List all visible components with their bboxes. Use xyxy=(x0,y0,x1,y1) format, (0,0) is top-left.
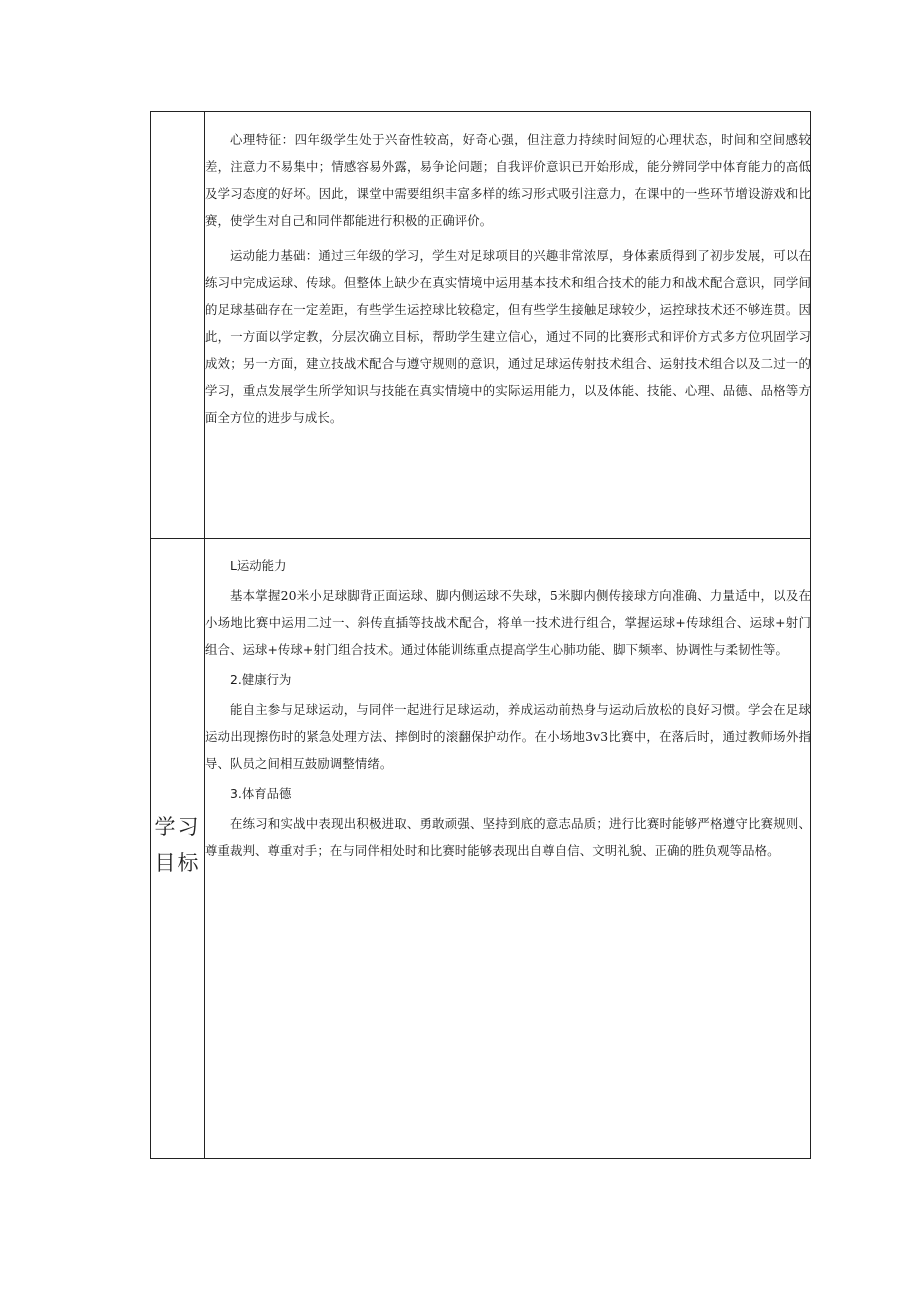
learning-goals-label xyxy=(151,809,204,881)
goal-heading-3: 3.体育品德 xyxy=(230,786,292,801)
document-table xyxy=(150,111,811,1159)
goal-paragraph-3: 在练习和实战中表现出积极进取、勇敢顽强、坚持到底的意志品质；进行比赛时能够严格遵守比赛规则、尊重裁判、尊重对手；在与同伴相处时和比赛时能够表现出自尊自信、文明礼貌、正确的胜负观等品格。 xyxy=(205,816,811,858)
goal-heading-2: 2.健康行为 xyxy=(230,672,292,687)
goal-paragraph-2: 能自主参与足球运动，与同伴一起进行足球运动，养成运动前热身与运动后放松的良好习惯。学会在足球运动出现擦伤时的紧急处理方法、摔倒时的滚翻保护动作。在小场地3v3比赛中，在落后时，通过教师场外指导、队员之间相互鼓励调整情绪。 xyxy=(205,702,811,771)
row-divider xyxy=(151,538,810,539)
student-analysis-cell xyxy=(205,126,810,536)
goal-heading-1: L运动能力 xyxy=(230,558,287,573)
goal-paragraph-1: 基本掌握20米小足球脚背正面运球、脚内侧运球不失球，5米脚内侧传接球方向准确、力量适中，以及在小场地比赛中运用二过一、斜传直插等技战术配合，将单一技术进行组合，掌握运球+传球组合、运球+射门组合、运球+传球+射门组合技术。通过体能训练重点提高学生心肺功能、脚下频率、协调性与柔韧性等。 xyxy=(205,588,811,657)
ability-paragraph: 运动能力基础：通过三年级的学习，学生对足球项目的兴趣非常浓厚，身体素质得到了初步发展，可以在练习中完成运球、传球。但整体上缺少在真实情境中运用基本技术和组合技术的能力和战术配合意识，同学间的足球基础存在一定差距，有些学生运控球比较稳定，但有些学生接触足球较少，运控球技术还不够连贯。因此，一方面以学定教，分层次确立目标，帮助学生建立信心，通过不同的比赛形式和评价方式多方位巩固学习成效；另一方面，建立技战术配合与遵守规则的意识，通过足球运传射技术组合、运射技术组合以及二过一的学习，重点发展学生所学知识与技能在真实情境中的实际运用能力，以及体能、技能、心理、品德、品格等方面全方位的进步与成长。 xyxy=(205,248,811,425)
learning-goals-cell xyxy=(205,552,810,1152)
psychology-paragraph: 心理特征：四年级学生处于兴奋性较高，好奇心强，但注意力持续时间短的心理状态，时间和空间感较差，注意力不易集中；情感容易外露，易争论问题；自我评价意识已开始形成，能分辨同学中体育能力的高低及学习态度的好坏。因此，课堂中需要组织丰富多样的练习形式吸引注意力，在课中的一些环节增设游戏和比赛，使学生对自己和同伴都能进行积极的正确评价。 xyxy=(205,132,811,228)
label-line-2: 目标 xyxy=(154,851,201,875)
label-line-1: 学习 xyxy=(154,815,201,839)
